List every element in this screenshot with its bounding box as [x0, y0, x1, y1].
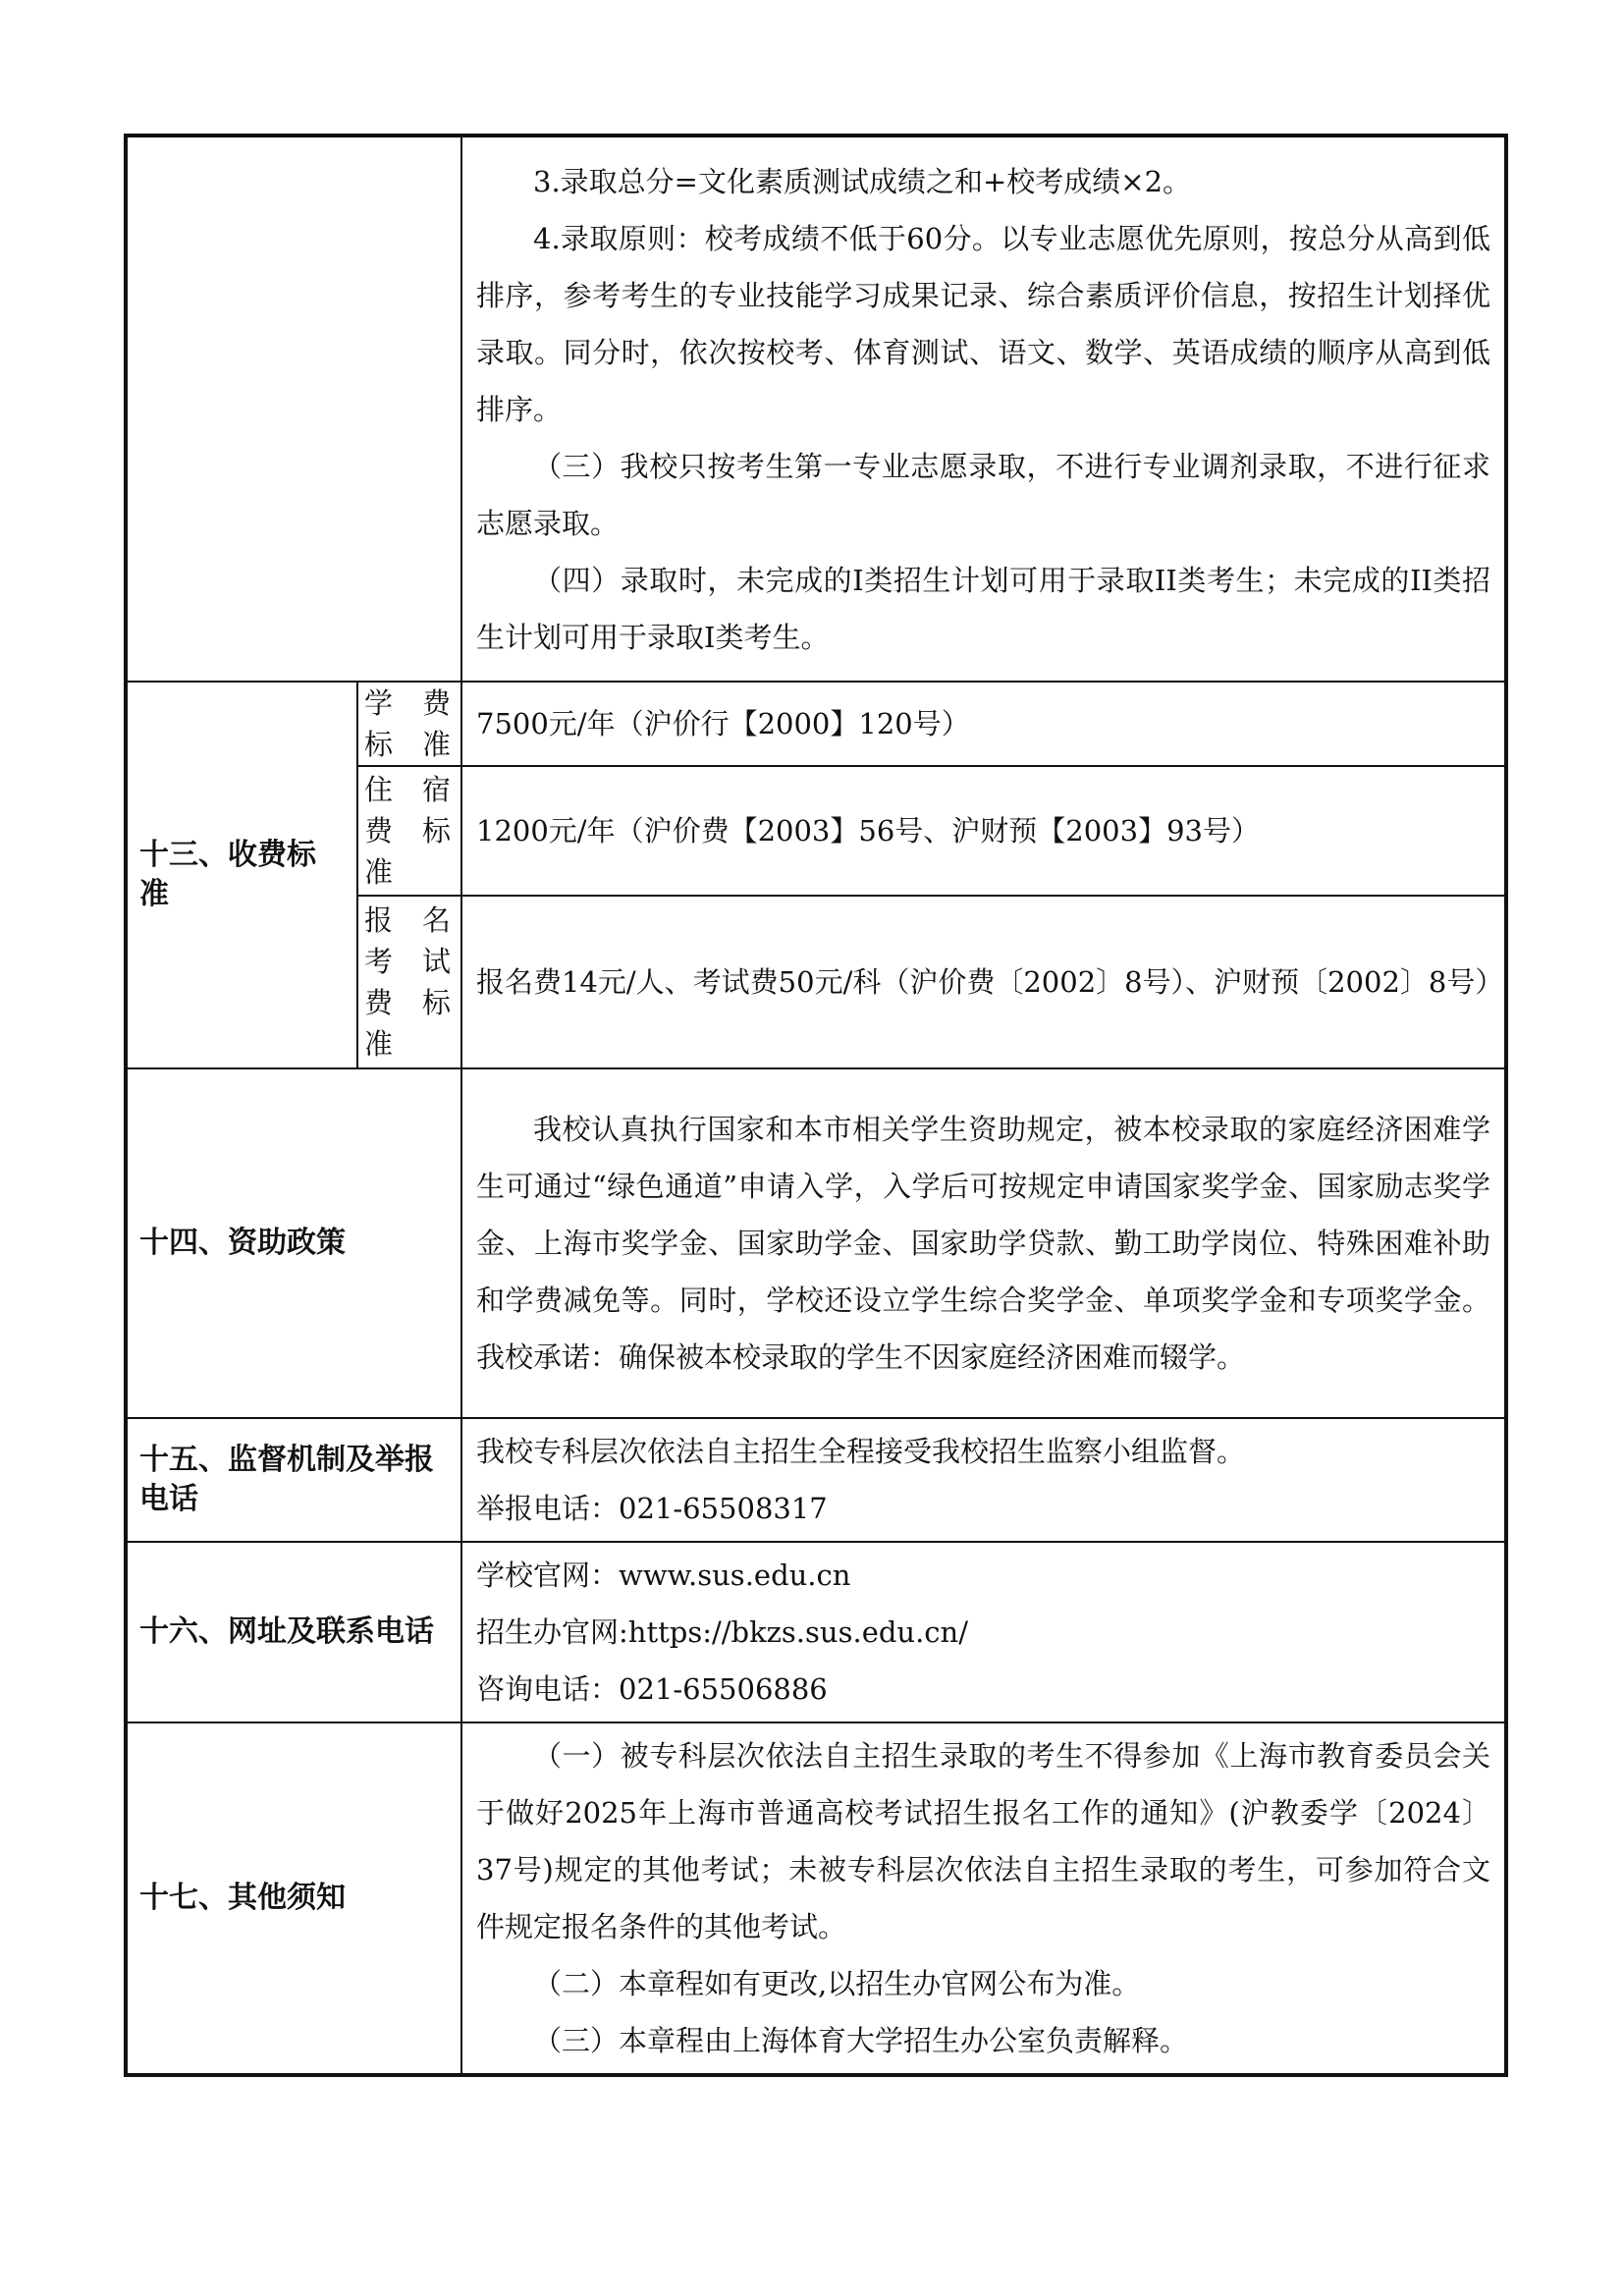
admission-title-cell: [126, 136, 461, 682]
note-3: （三）本章程由上海体育大学招生办公室负责解释。: [533, 2024, 1189, 2057]
aid-content: [461, 1068, 1506, 1418]
supervision-title: 十五、监督机制及举报电话: [126, 1418, 461, 1542]
consult-phone: 咨询电话：021-65506886: [476, 1672, 828, 1706]
admission-first-choice: （三）我校只按考生第一专业志愿录取，不进行专业调剂录取，不进行征求志愿录取。: [476, 449, 1490, 540]
tuition-value: 7500元/年（沪价行【2000】120号）: [461, 682, 1506, 766]
admission-content: [461, 136, 1506, 682]
aid-row: [126, 1068, 1506, 1418]
school-website[interactable]: 学校官网：www.sus.edu.cn: [476, 1558, 851, 1592]
dorm-value: 1200元/年（沪价费【2003】56号、沪财预【2003】93号）: [461, 766, 1506, 896]
notes-title: 十七、其他须知: [126, 1722, 461, 2075]
supervision-line: 我校专科层次依法自主招生全程接受我校招生监察小组监督。: [476, 1435, 1246, 1468]
supervision-content: [461, 1418, 1506, 1542]
tuition-label: 学费标准: [357, 682, 461, 766]
admissions-website[interactable]: 招生办官网:https://bkzs.sus.edu.cn/: [476, 1615, 969, 1649]
supervision-row: [126, 1418, 1506, 1542]
aid-text: 我校认真执行国家和本市相关学生资助规定，被本校录取的家庭经济困难学生可通过“绿色通道”申请入学，入学后可按规定申请国家奖学金、国家励志奖学金、上海市奖学金、国家助学金、国家助学贷款、勤工助学岗位、特殊困难补助和学费减免等。同时，学校还设立学生综合奖学金、单项奖学金和专项奖学金。我校承诺：确保被本校录取的学生不因家庭经济困难而辍学。: [476, 1113, 1490, 1374]
admission-plan-transfer: （四）录取时，未完成的I类招生计划可用于录取II类考生；未完成的II类招生计划可用于录取I类考生。: [476, 563, 1490, 654]
fee-tuition-row: [126, 682, 1506, 766]
exam-fee-value: 报名费14元/人、考试费50元/科（沪价费〔2002〕8号）、沪财预〔2002〕8号）: [461, 896, 1506, 1068]
note-1: （一）被专科层次依法自主招生录取的考生不得参加《上海市教育委员会关于做好2025年上海市普通高校考试招生报名工作的通知》(沪教委学〔2024〕37号)规定的其他考试；未被专科层次依法自主招生录取的考生，可参加符合文件规定报名条件的其他考试。: [476, 1739, 1490, 1943]
notes-row: [126, 1722, 1506, 2075]
exam-fee-label: 报名考试费标准: [357, 896, 461, 1068]
contact-row: [126, 1542, 1506, 1722]
aid-title: 十四、资助政策: [126, 1068, 461, 1418]
fees-title: 十三、收费标准: [126, 682, 357, 1068]
note-2: （二）本章程如有更改,以招生办官网公布为准。: [533, 1967, 1141, 2000]
regulation-table: [124, 134, 1508, 2077]
admission-total-score: 3.录取总分=文化素质测试成绩之和+校考成绩×2。: [533, 164, 1192, 198]
report-phone: 举报电话：021-65508317: [476, 1492, 828, 1525]
notes-content: [461, 1722, 1506, 2075]
contact-content: [461, 1542, 1506, 1722]
dorm-label: 住宿费标准: [357, 766, 461, 896]
admission-principle: 4.录取原则：校考成绩不低于60分。以专业志愿优先原则，按总分从高到低排序，参考考生的专业技能学习成果记录、综合素质评价信息，按招生计划择优录取。同分时，依次按校考、体育测试、语文、数学、英语成绩的顺序从高到低排序。: [476, 221, 1490, 426]
admission-row: [126, 136, 1506, 682]
contact-title: 十六、网址及联系电话: [126, 1542, 461, 1722]
